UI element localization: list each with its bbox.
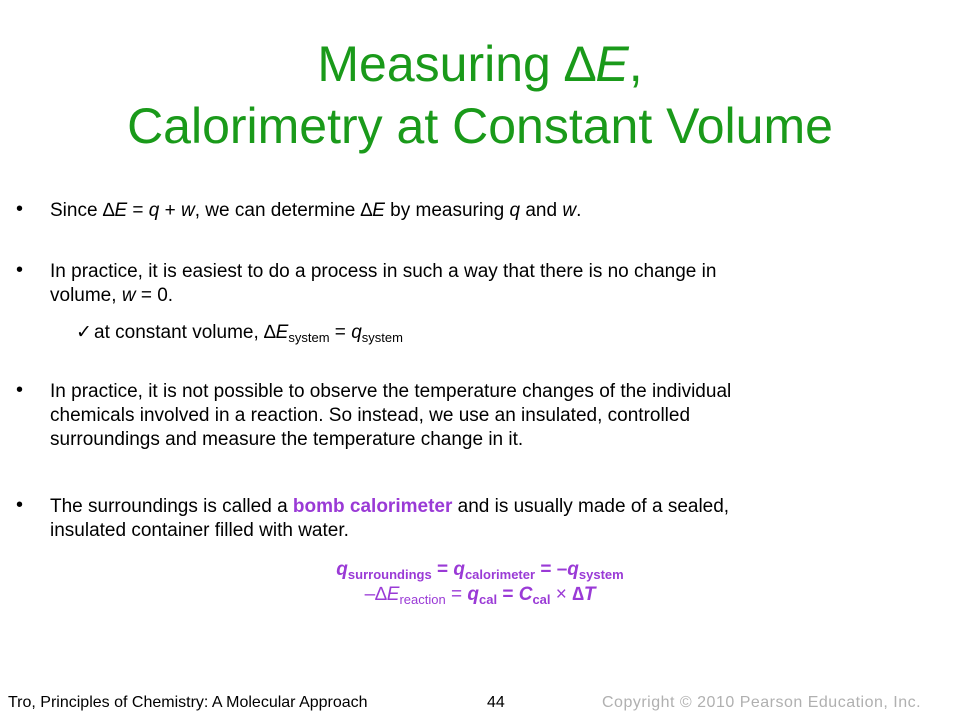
bullet-1-marker: • xyxy=(16,198,24,220)
bullet-4-text: The surroundings is called a bomb calorimeter and is usually made of a sealed, insulated container filled with water. xyxy=(50,496,730,541)
footer-source: Tro, Principles of Chemistry: A Molecular Approach xyxy=(8,694,368,711)
bullet-3-marker: • xyxy=(16,379,24,401)
sub-bullet-text: at constant volume, $\Delta E_{system} = q_{system}$ xyxy=(94,322,403,345)
bullet-1-text: Since ∆E = q + w, we can determine ∆E by measuring q and w. xyxy=(50,200,582,221)
check-icon: ✓ xyxy=(76,322,92,343)
copyright-notice: Copyright © 2010 Pearson Education, Inc. xyxy=(602,694,922,711)
equation-1: $q_{surroundings} = q_{calorimeter} = -q_{system}$ xyxy=(336,559,624,582)
equation-2: $-\Delta E_{reaction} = q_{cal} = C_{cal} \times \Delta T$ xyxy=(364,584,596,607)
bullet-2-marker: • xyxy=(16,259,24,281)
slide-title-line2: Calorimetry at Constant Volume xyxy=(127,98,833,154)
slide-title-line1: Measuring ∆E, xyxy=(317,36,643,92)
bullet-4-marker: • xyxy=(16,494,24,516)
bullet-3-text: In practice, it is not possible to observe the temperature changes of the individual chemicals involved in a reaction. So instead, we use an insulated, controlled surroundings and measure the temperature change in it. xyxy=(50,381,732,450)
highlight-term: bomb calorimeter xyxy=(292,496,453,517)
delta-symbol: ∆ xyxy=(564,36,596,92)
page-number: 44 xyxy=(487,694,505,711)
bullet-2-text: In practice, it is easiest to do a process in such a way that there is no change in volume, w = 0. xyxy=(50,261,717,306)
